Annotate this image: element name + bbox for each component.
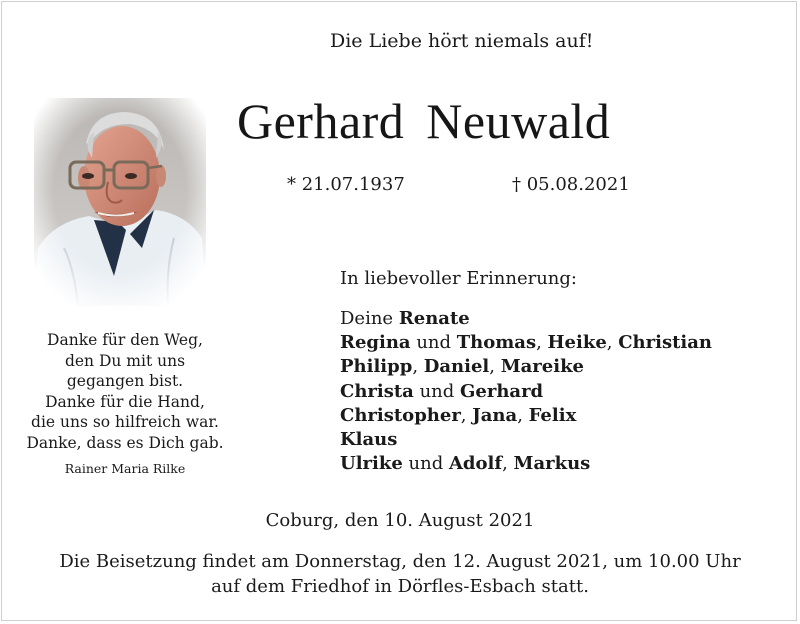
mourner-name: Philipp <box>340 356 413 378</box>
mourner-connector: und <box>413 380 461 402</box>
poem <box>22 330 228 453</box>
mourner-connector: , <box>489 356 501 378</box>
poem-line: Danke für die Hand, <box>45 392 205 411</box>
mourner-line <box>340 355 712 379</box>
mourner-name: Felix <box>528 404 577 426</box>
poem-line: die uns so hilfreich war. <box>31 413 219 431</box>
poem-author: Rainer Maria Rilke <box>64 461 186 476</box>
mourner-connector: , <box>536 332 548 354</box>
mourner-line <box>340 404 712 428</box>
death-date: † 05.08.2021 <box>512 174 630 195</box>
mourner-connector: und <box>402 453 449 475</box>
mourner-line <box>340 428 712 452</box>
motto: Die Liebe hört niemals auf! <box>330 30 594 52</box>
mourner-name: Klaus <box>340 429 398 451</box>
place-and-date: Coburg, den 10. August 2021 <box>265 510 535 531</box>
mourner-connector: , <box>412 356 424 378</box>
mourner-name: Heike <box>547 332 607 354</box>
portrait-photo <box>34 98 206 306</box>
mourner-line <box>340 307 712 331</box>
mourner-name: Renate <box>398 308 470 329</box>
mourner-name: Christa <box>340 380 414 402</box>
mourner-name: Mareike <box>500 356 585 378</box>
poem-line: Danke für den Weg, <box>47 331 203 349</box>
birth-date: * 21.07.1937 <box>287 174 405 195</box>
mourner-connector: , <box>502 453 514 475</box>
mourner-connector: , <box>460 404 473 426</box>
mourner-line <box>340 380 712 404</box>
poem-line: Danke, dass es Dich gab. <box>26 433 224 452</box>
mourner-name: Daniel <box>423 356 490 378</box>
mourner-line <box>340 331 712 355</box>
mourner-name: Thomas <box>456 332 537 354</box>
mourner-name: Jana <box>472 404 518 426</box>
mourner-line <box>340 452 712 476</box>
poem-line: gegangen bist. <box>66 372 184 390</box>
deceased-name <box>237 92 610 150</box>
mourner-name: Markus <box>513 453 591 475</box>
mourner-name: Christian <box>618 332 713 354</box>
mourner-connector: , <box>606 332 619 354</box>
funeral-notice <box>0 549 800 599</box>
poem-line: den Du mit uns <box>64 351 186 370</box>
mourner-name: Christopher <box>340 404 461 426</box>
last-name: Neuwald <box>426 93 611 149</box>
mourner-connector: Deine <box>340 308 399 329</box>
mourner-name: Ulrike <box>340 453 403 475</box>
funeral-line: auf dem Friedhof in Dörfles-Esbach statt. <box>211 576 589 597</box>
funeral-line: Die Beisetzung findet am Donnerstag, den 12. August 2021, um 10.00 Uhr <box>59 551 741 572</box>
mourner-name: Adolf <box>448 453 503 475</box>
mourner-name: Regina <box>340 332 411 354</box>
mourners-list <box>340 307 712 476</box>
memory-intro: In liebevoller Erinnerung: <box>340 268 577 289</box>
first-name: Gerhard <box>237 93 405 149</box>
mourner-connector: , <box>517 404 529 426</box>
mourner-connector: und <box>410 332 457 354</box>
mourner-name: Gerhard <box>460 380 544 402</box>
